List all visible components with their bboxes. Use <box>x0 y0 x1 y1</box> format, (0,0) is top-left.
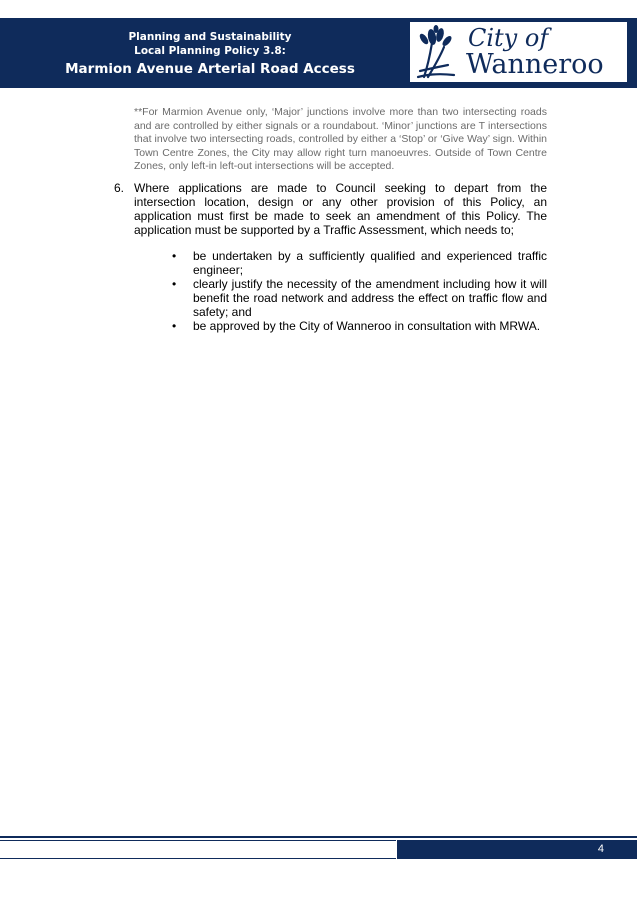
bullet-icon: • <box>172 249 177 263</box>
header-department: Planning and Sustainability <box>128 31 292 43</box>
traffic-assessment-requirements <box>172 249 547 333</box>
header-policy-number: Local Planning Policy 3.8: <box>134 45 286 57</box>
list-item-text: be undertaken by a sufficiently qualified and experienced traffic engineer; <box>193 249 547 277</box>
list-item <box>172 319 547 333</box>
footer-blank-panel <box>0 840 396 859</box>
city-logo <box>410 22 627 82</box>
list-item-text: be approved by the City of Wanneroo in consultation with MRWA. <box>193 319 541 333</box>
intersection-footnote: **For Marmion Avenue only, ‘Major’ junctions involve more than two intersecting roads and are controlled by either signals or a roundabout. ‘Minor’ junctions are T intersections that involve two intersecting roads, controlled by either a ‘Stop’ or ‘Give Way’ sign. Within Town Centre Zones, the City may allow right turn manoeuvres. Outside of Town Centre Zones, only left-in left-out intersections will be accepted. <box>134 106 547 172</box>
logo-city-of: City of <box>468 24 549 52</box>
header-title-block <box>0 30 420 79</box>
bullet-icon: • <box>172 277 177 291</box>
list-item <box>172 277 547 319</box>
list-item <box>172 249 547 277</box>
item-number: 6. <box>114 181 125 195</box>
page-number: 4 <box>597 843 604 855</box>
bullet-icon: • <box>172 319 177 333</box>
policy-item-6 <box>114 181 547 237</box>
item-text: Where applications are made to Council seeking to depart from the intersection location, design or any other provision of this Policy, an application must first be made to seek an amendment of this Policy. The application must be supported by a Traffic Assessment, which needs to; <box>134 181 547 237</box>
logo-wanneroo: Wanneroo <box>466 49 604 80</box>
header-policy-title: Marmion Avenue Arterial Road Access <box>65 61 355 77</box>
page-header <box>0 18 637 88</box>
list-item-text: clearly justify the necessity of the amendment including how it will benefit the road network and address the effect on traffic flow and safety; and <box>193 277 547 319</box>
footer-rule <box>0 836 637 838</box>
kangaroo-paw-logo-icon <box>414 25 464 79</box>
